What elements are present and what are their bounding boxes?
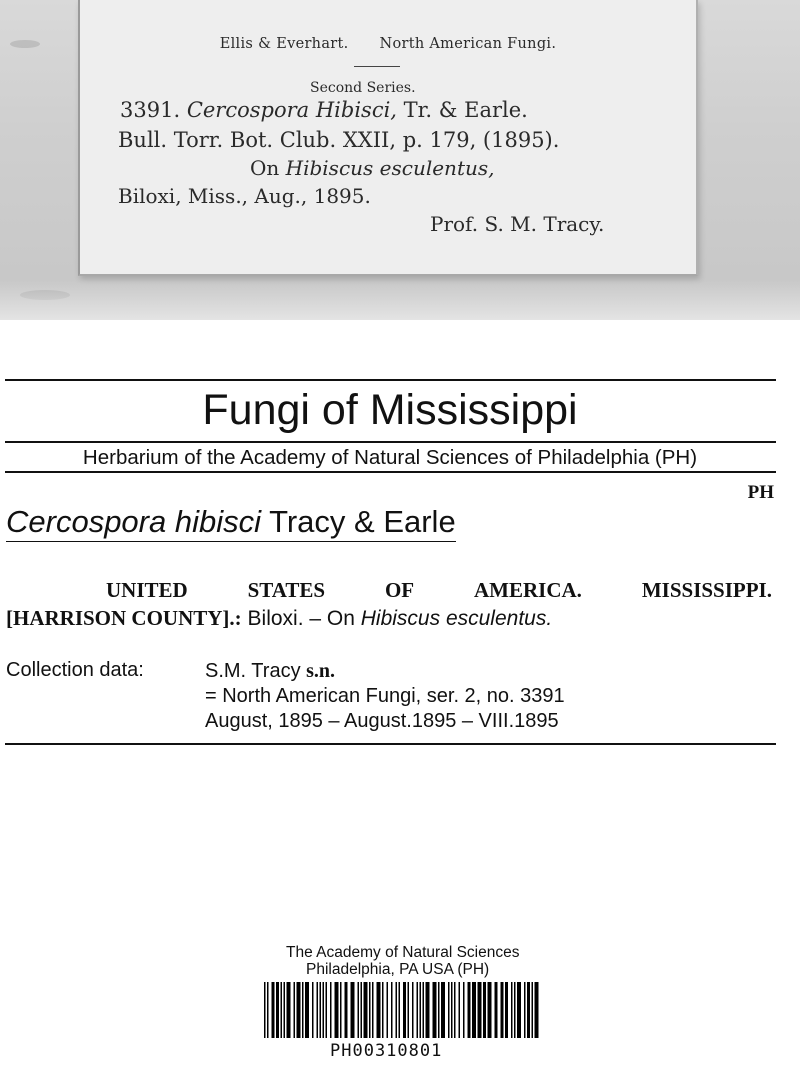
barcode-bar — [412, 982, 414, 1038]
locality-detail — [6, 606, 552, 631]
barcode-bar — [403, 982, 406, 1038]
barcode-bar — [511, 982, 513, 1038]
barcode-bar — [426, 982, 430, 1038]
barcode-bar — [276, 982, 279, 1038]
header-divider — [354, 66, 400, 67]
barcode-bar — [514, 982, 516, 1038]
barcode-location: Philadelphia, PA USA (PH) — [306, 961, 490, 978]
collector-line — [205, 659, 565, 684]
specimen-smudge — [20, 290, 70, 300]
locality-country-state — [6, 578, 772, 603]
barcode-bar — [297, 982, 301, 1038]
collection-data-label: Collection data: — [6, 659, 144, 681]
barcode-bar — [399, 982, 401, 1038]
photographed-label-area — [0, 0, 800, 320]
label-title: Fungi of Mississippi — [202, 386, 578, 434]
barcode-bar — [423, 982, 425, 1038]
barcode-bar — [459, 982, 461, 1038]
specimen-smudge — [10, 40, 40, 48]
barcode-bar — [272, 982, 275, 1038]
taxon-author: Tracy & Earle — [269, 504, 456, 539]
barcode-bar — [281, 982, 283, 1038]
barcode-bar — [441, 982, 445, 1038]
host-species: Hibiscus esculentus. — [360, 607, 553, 630]
barcode-bar — [420, 982, 422, 1038]
exsiccata-header — [80, 36, 696, 52]
barcode-bar — [535, 982, 539, 1038]
barcode-bar — [330, 982, 332, 1038]
locality-word: STATES — [247, 578, 326, 602]
locality-word: UNITED — [106, 578, 188, 602]
barcode — [262, 982, 546, 1040]
barcode-bar — [351, 982, 355, 1038]
barcode-bar — [323, 982, 325, 1038]
barcode-bar — [463, 982, 465, 1038]
collection-data — [205, 659, 565, 734]
barcode-bar — [488, 982, 492, 1038]
barcode-bar — [302, 982, 304, 1038]
herbarium-code: PH — [747, 482, 774, 503]
barcode-bar — [527, 982, 530, 1038]
exsiccata-taxon-authors: Tr. & Earle. — [403, 98, 528, 122]
barcode-bar — [438, 982, 440, 1038]
barcode-bar — [433, 982, 437, 1038]
bottom-rule — [5, 743, 776, 745]
exsiccata-title: North American Fungi. — [379, 36, 557, 52]
exsiccata-entry-line — [120, 98, 528, 122]
barcode-bar — [326, 982, 328, 1038]
herbarium-name: Herbarium of the Academy of Natural Sciences of Philadelphia (PH) — [82, 446, 698, 469]
exsiccata-host: Hibiscus esculentus, — [285, 156, 495, 180]
barcode-bar — [340, 982, 342, 1038]
barcode-bar — [478, 982, 482, 1038]
exsiccata-collector: Prof. S. M. Tracy. — [430, 212, 605, 236]
exsiccata-taxon: Cercospora Hibisci, — [186, 98, 397, 122]
barcode-bar — [483, 982, 486, 1038]
barcode-bar — [345, 982, 348, 1038]
barcode-bar — [417, 982, 419, 1038]
barcode-bar — [287, 982, 291, 1038]
barcode-institution: The Academy of Natural Sciences — [286, 944, 520, 961]
exsiccata-locality-date: Biloxi, Miss., Aug., 1895. — [118, 184, 371, 208]
barcode-bar — [358, 982, 360, 1038]
collector-number: s.n. — [306, 660, 336, 682]
barcode-bar — [505, 982, 508, 1038]
barcode-bar — [364, 982, 368, 1038]
barcode-bar — [264, 982, 266, 1038]
barcode-bar — [284, 982, 286, 1038]
exsiccata-citation: Bull. Torr. Bot. Club. XXII, p. 179, (1895). — [118, 128, 560, 152]
locality-word: AMERICA. — [474, 578, 582, 602]
taxon-name — [6, 504, 456, 542]
exsiccata-authors: Ellis & Everhart. — [219, 36, 349, 52]
host-prefix: On — [250, 156, 280, 180]
barcode-bar — [495, 982, 498, 1038]
barcode-bar — [312, 982, 314, 1038]
barcode-bar — [468, 982, 471, 1038]
collection-date: August, 1895 – August.1895 – VIII.1895 — [205, 710, 559, 732]
barcode-bar — [267, 982, 269, 1038]
exsiccata-reference: = North American Fungi, ser. 2, no. 3391 — [205, 685, 565, 707]
exsiccata-series: Second Series. — [310, 80, 416, 96]
barcode-bar — [335, 982, 339, 1038]
barcode-bar — [391, 982, 393, 1038]
barcode-bar — [320, 982, 322, 1038]
barcode-bar — [305, 982, 309, 1038]
locality-town: Biloxi. – On — [247, 607, 355, 630]
exsiccata-host-line — [250, 156, 494, 180]
barcode-bar — [382, 982, 384, 1038]
barcode-bar — [372, 982, 374, 1038]
collector-name: S.M. Tracy — [205, 660, 301, 682]
barcode-bar — [387, 982, 389, 1038]
barcode-bar — [369, 982, 371, 1038]
top-rule — [5, 379, 776, 381]
locality-word: OF — [384, 578, 415, 602]
barcode-bar — [524, 982, 526, 1038]
barcode-bar — [448, 982, 450, 1038]
barcode-bar — [317, 982, 319, 1038]
barcode-bar — [451, 982, 453, 1038]
barcode-number: PH00310801 — [330, 1041, 443, 1061]
barcode-bar — [396, 982, 398, 1038]
original-exsiccata-label — [78, 0, 698, 276]
barcode-bar — [501, 982, 504, 1038]
barcode-bar — [472, 982, 476, 1038]
taxon-binomial: Cercospora hibisci — [6, 504, 261, 539]
barcode-bar — [408, 982, 410, 1038]
barcode-bar — [517, 982, 521, 1038]
barcode-bar — [361, 982, 363, 1038]
herbarium-rule — [5, 471, 776, 473]
barcode-bar — [454, 982, 456, 1038]
locality-word: MISSISSIPPI. — [641, 578, 772, 602]
barcode-bar — [294, 982, 296, 1038]
barcode-bar — [532, 982, 534, 1038]
barcode-bar — [377, 982, 381, 1038]
exsiccata-number: 3391. — [120, 98, 181, 122]
county: [HARRISON COUNTY].: — [6, 606, 242, 630]
title-rule — [5, 441, 776, 443]
